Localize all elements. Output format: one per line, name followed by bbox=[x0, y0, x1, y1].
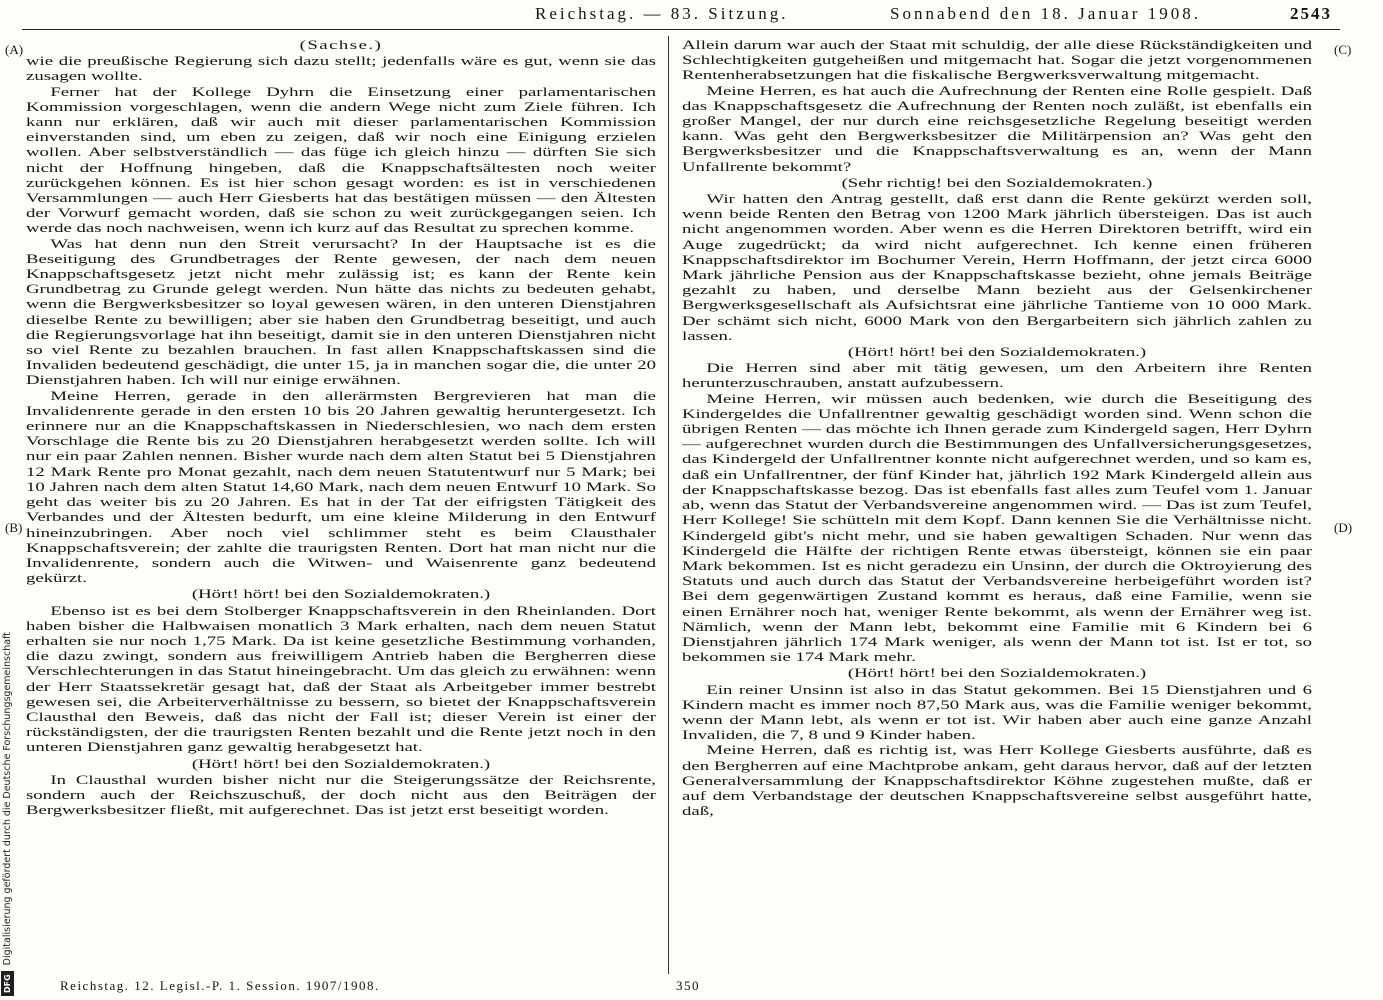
right-column bbox=[682, 38, 1312, 973]
left-column bbox=[26, 38, 656, 973]
page-number: 2543 bbox=[1290, 4, 1332, 23]
interjection: (Hört! hört! bei den Sozialdemokraten.) bbox=[847, 666, 1147, 681]
paragraph: Was hat denn nun den Streit verursacht? In der Hauptsache ist es die Beseitigung des Grundbetrages der Rente gewesen, der nach dem neuen Knappschaftsgesetz jetzt nicht mehr zulässig ist; es kann der Rente kein Grundbetrag zu Grunde gelegt werden. Nun hätte das nichts zu bedeuten gehabt, wenn die Bergwerksbesitzer so loyal gewesen wären, in den unteren Dienstjahren dieselbe Rente zu bewilligen; aber sie haben den Grundbetrag beseitigt, und auch die Regierungsvorlage hat ihn beseitigt, damit sie in den unteren Dienstjahren nicht so viel Rente zu bezahlen brauchen. In fast allen Knappschaftskassen sind die Invaliden bedeutend geschädigt, die unter 15, ja in manchen sogar die, die unter 20 Dienstjahren haben. Ich will nur einige erwähnen. bbox=[26, 236, 656, 388]
column-divider bbox=[668, 36, 669, 974]
margin-mark-d: (D) bbox=[1334, 520, 1353, 535]
dfg-logo-icon: DFG bbox=[1, 971, 14, 996]
paragraph: Ein reiner Unsinn ist also in das Statut gekommen. Bei 15 Dienstjahren und 6 Kindern macht es immer noch 87,50 Mark aus, was die Familie weniger bekommt, wenn der Mann lebt, als wenn er tot ist. Wir haben aber auch eine ganze Anzahl Invaliden, die 7, 8 und 9 Kinder haben. bbox=[682, 682, 1312, 743]
paragraph: In Clausthal wurden bisher nicht nur die Steigerungssätze der Reichsrente, sondern auch der Reichszuschuß, der doch nicht aus den Beiträgen der Bergwerksbesitzer fließt, mit aufgerechnet. Das ist jetzt erst beseitigt worden. bbox=[26, 772, 656, 818]
footer-session-info: Reichstag. 12. Legisl.-P. 1. Session. 1907/1908. bbox=[60, 978, 380, 993]
digitization-credit bbox=[0, 606, 14, 996]
interjection: (Hört! hört! bei den Sozialdemokraten.) bbox=[191, 587, 491, 602]
interjection: (Hört! hört! bei den Sozialdemokraten.) bbox=[191, 756, 491, 771]
header-session: Reichstag. — 83. Sitzung. bbox=[535, 4, 789, 23]
paragraph: Meine Herren, daß es richtig ist, was Herr Kollege Giesberts ausführte, daß es den Bergherren auf eine Machtprobe ankam, geht daraus hervor, daß auf der letzten Generalversammlung der Knappschaftsdirektor Köhne zugestehen mußte, daß er auf dem Verbandstage der deutschen Knappschaftsvereine selbst ausgeführt hatte, daß, bbox=[682, 743, 1312, 819]
interjection: (Hört! hört! bei den Sozialdemokraten.) bbox=[847, 345, 1147, 360]
interjection: (Sehr richtig! bei den Sozialdemokraten.) bbox=[841, 175, 1153, 190]
margin-mark-b: (B) bbox=[5, 520, 23, 535]
margin-mark-a: (A) bbox=[5, 42, 24, 57]
paragraph: Ferner hat der Kollege Dyhrn die Einsetzung einer parlamentarischen Kommission vorgeschlagen, wenn die andern Wege nicht zum Ziele führen. Ich kann nur erklären, daß wir auch mit dieser parlamentarischen Kommission einverstanden sind, um eben zu zeigen, daß wir noch eine Einigung erzielen wollen. Aber selbstverständlich — das füge ich gleich hinzu — dürften Sie sich nicht der Hoffnung hingeben, daß die Knappschaftsältesten noch weiter zurückgehen können. Es ist hier schon gesagt worden: es ist in verschiedenen Versammlungen — auch Herr Giesberts hat das bestätigen müssen — den Ältesten der Vorwurf gemacht worden, daß sie schon zu weit zurückgegangen seien. Ich werde das noch nachweisen, wenn ich kurz auf das Resultat zu sprechen komme. bbox=[26, 84, 656, 236]
paragraph: Meine Herren, gerade in den allerärmsten Bergrevieren hat man die Invalidenrente gerade in den ersten 10 bis 20 Jahren gewaltig heruntergesetzt. Ich erinnere nur an die Knappschaftskassen in Niederschlesien, wo nach dem ersten Vorschlage die Rente bis zu 20 Dienstjahren herabgesetzt werden sollte. Ich will nur ein paar Zahlen nennen. Bisher wurde nach dem alten Statut bei 5 Dienstjahren 12 Mark Rente pro Monat gezahlt, nach dem neuen Statutentwurf nur 5 Mark; bei 10 Jahren nach dem alten Statut 14,60 Mark, nach dem neuen Entwurf 10 Mark. So geht das weiter bis zu 20 Jahren. Es hat in der Tat der eifrigsten Tätigkeit des Verbandes und der Ältesten bedurft, um eine kleine Milderung in den Entwurf hineinzubringen. Aber noch viel schlimmer steht es beim Clausthaler Knappschaftsverein; der zahlte die traurigsten Renten. Dort hat man nicht nur die Invalidenrente, sondern auch die Witwen- und Waisenrente ganz bedeutend gekürzt. bbox=[26, 388, 656, 586]
sheet-signature: 350 bbox=[676, 978, 700, 993]
margin-mark-c: (C) bbox=[1334, 42, 1352, 57]
paragraph: Allein darum war auch der Staat mit schuldig, der alle diese Rückständigkeiten und Schlechtigkeiten gutgeheißen und mitgemacht hat. Sogar die jetzt vorgenommenen Rentenherabsetzungen hat die fiskalische Bergwerksverwaltung mitgemacht. bbox=[682, 38, 1312, 83]
paragraph: Ebenso ist es bei dem Stolberger Knappschaftsverein in den Rheinlanden. Dort haben bisher die Halbwaisen monatlich 3 Mark erhalten, nach dem neuen Statut erhalten sie nur noch 1,75 Mark. Da ist keine gesetzliche Bestimmung vorhanden, die dazu zwingt, sondern aus freiwilligem Antrieb haben die Bergherren diese Verschlechterungen in das Statut hineingebracht. Um das gleich zu erwähnen: wenn der Herr Staatssekretär gesagt hat, daß der Staat als Arbeitgeber immer bestrebt gewesen sei, die Arbeiterverhältnisse zu bessern, so bietet der Knappschaftsverein Clausthal den Beweis, daß das nicht der Fall ist; dieser Verein ist einer der rückständigsten, der die traurigsten Renten bezahlt und die Rente jetzt noch in den unteren Dienstjahren ganz gewaltig herabgesetzt hat. bbox=[26, 603, 656, 755]
paragraph: Die Herren sind aber mit tätig gewesen, um den Arbeitern ihre Renten herunterzuschrauben, anstatt aufzubessern. bbox=[682, 361, 1312, 391]
paragraph: Meine Herren, wir müssen auch bedenken, wie durch die Beseitigung des Kindergeldes die Unfallrentner gewaltig geschädigt worden sind. Wenn schon die übrigen Renten — das möchte ich Ihnen gerade zum Kindergeld sagen, Herr Dyhrn — aufgerechnet wurden durch die Bestimmungen des Unfallversicherungsgesetzes, das Kindergeld der Unfallrentner konnte nicht aufgerechnet werden, und so kam es, daß ein Unfallrentner, der fünf Kinder hat, jährlich 192 Mark Kindergeld allein aus der Knappschaftskasse bezog. Das ist ebenfalls fast alles zum Teufel vom 1. Januar ab, wenn das Statut der Verbandsvereine angenommen wird. — Das ist zum Teufel, Herr Kollege! Sie schütteln mit dem Kopf. Dann kennen Sie die Verhältnisse nicht. Kindergeld gibt's nicht mehr, und sie haben gewaltigen Schaden. Nur wenn das Kindergeld die Hälfte der richtigen Rente etwas übersteigt, können sie ein paar Mark bekommen. Ist es nicht geradezu ein Unsinn, der durch die Oktroyierung des Statuts und auch durch das Statut der Verbandsvereine herbeigeführt worden ist? Bei dem gegenwärtigen Zustand kommt es heraus, daß eine Familie, wenn sie einen Ernährer noch hat, weniger Rente bekommt, als wenn der Ernährer weg ist. Nämlich, wenn der Mann lebt, bekommt eine Familie mit 6 Kindern bei 6 Dienstjahren jährlich 174 Mark weniger, als wenn der Mann tot ist. Ist er tot, so bekommen sie 174 Mark mehr. bbox=[682, 391, 1312, 665]
paragraph: wie die preußische Regierung sich dazu stellt; jedenfalls wäre es gut, wenn sie das zusagen wollte. bbox=[26, 54, 656, 84]
paragraph: Wir hatten den Antrag gestellt, daß erst dann die Rente gekürzt werden soll, wenn beide Renten den Betrag von 1200 Mark jährlich übersteigen. Das ist auch nicht angenommen worden. Aber wenn es die Herren Direktoren betrifft, wird ein Auge zugedrückt; da wird nicht aufgerechnet. Ich kenne einen früheren Knappschaftsdirektor im Bochumer Verein, Herrn Hoffmann, der jetzt circa 6000 Mark jährliche Pension aus der Knappschaftskasse bezieht, ohne jemals Beiträge gezahlt zu haben, und derselbe Mann bezieht aus der Gelsenkirchener Bergwerksgesellschaft als Aufsichtsrat eine jährliche Tantieme von 10 000 Mark. Der schämt sich nicht, 6000 Mark von den Bergarbeitern sich jährlich zahlen zu lassen. bbox=[682, 192, 1312, 343]
paragraph: Meine Herren, es hat auch die Aufrechnung der Renten eine Rolle gespielt. Daß das Knappschaftsgesetz die Aufrechnung der Renten noch zuläßt, ist ebenfalls ein großer Mangel, der nur durch eine reichsgesetzliche Regelung beseitigt werden kann. Was geht den Bergwerksbesitzer die Militärpension an? Was geht den Bergwerksbesitzer und die Knappschaftsverwaltung es an, wenn der Mann Unfallrente bekommt? bbox=[682, 83, 1312, 174]
header-date: Sonnabend den 18. Januar 1908. bbox=[890, 4, 1201, 23]
credit-text: Digitalisierung gefördert durch die Deutsche Forschungsgemeinschaft bbox=[1, 632, 13, 966]
header-rule bbox=[22, 29, 1340, 30]
speaker-name: (Sachse.) bbox=[299, 38, 383, 52]
